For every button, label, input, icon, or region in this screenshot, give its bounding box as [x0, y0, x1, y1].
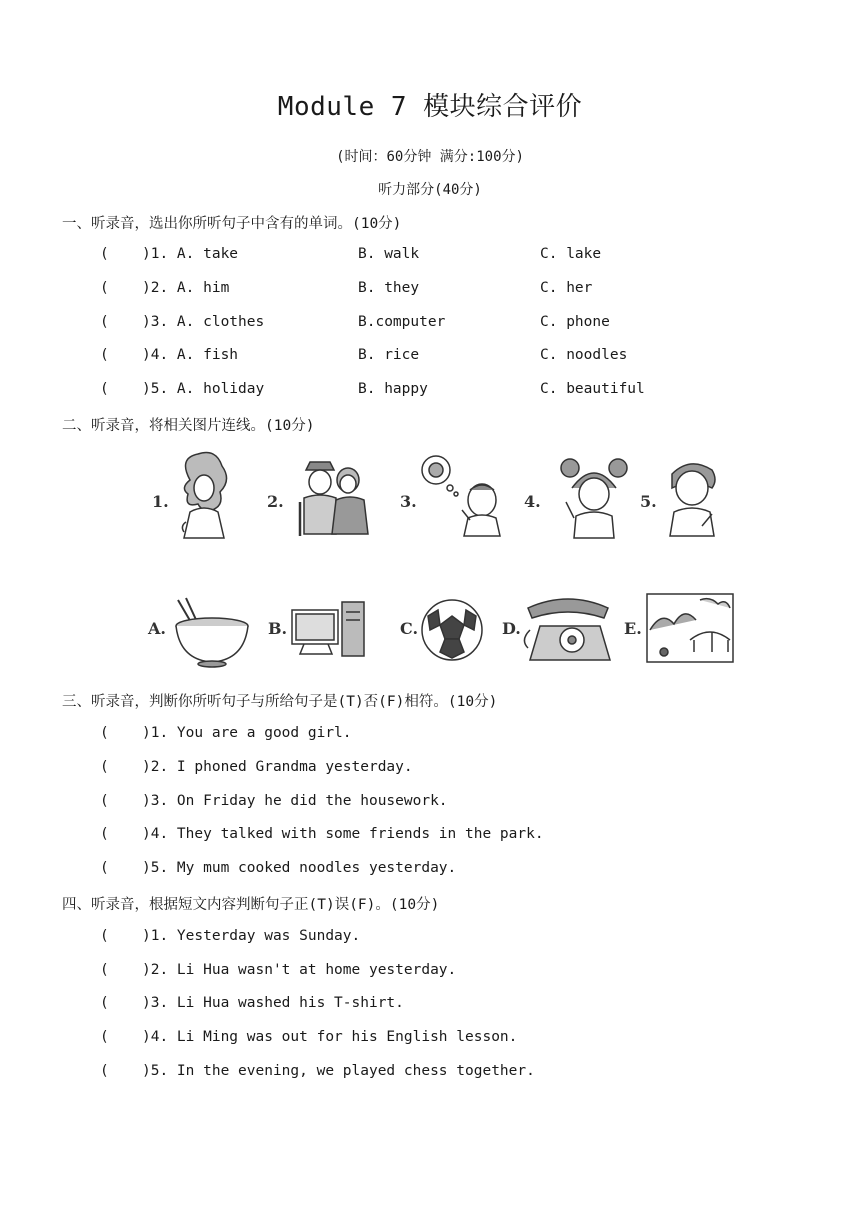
answer-paren: ( — [100, 860, 109, 876]
park-scene-icon — [647, 594, 733, 662]
part-label: 听力部分(40分) — [378, 182, 482, 198]
answer-paren: ( — [100, 928, 109, 944]
true-false-statement: )3. Li Hua washed his T-shirt. — [142, 995, 404, 1011]
picture-label-c: C. — [400, 619, 419, 638]
section3-heading: 三、听录音，判断你所听句子与所给句子是(T)否(F)相符。(10分) — [62, 694, 498, 710]
picture-label-4: 4. — [524, 492, 541, 511]
answer-paren: ( — [100, 347, 109, 363]
answer-paren: ( — [100, 1063, 109, 1079]
answer-paren: ( — [100, 995, 109, 1011]
picture-label-e: E. — [624, 619, 642, 638]
answer-paren: ( — [100, 314, 109, 330]
true-false-statement: )4. They talked with some friends in the park. — [142, 826, 544, 842]
true-false-statement: )2. I phoned Grandma yesterday. — [142, 759, 413, 775]
girl-icon — [561, 459, 627, 538]
true-false-statement: )1. You are a good girl. — [142, 725, 352, 741]
question-option-a: )4. A. fish — [142, 347, 239, 363]
question-option-a: )5. A. holiday — [142, 381, 265, 397]
answer-paren: ( — [100, 381, 109, 397]
question-option-a: )3. A. clothes — [142, 314, 265, 330]
woman-icon — [182, 453, 226, 539]
exam-info: (时间：60分钟 满分:100分) — [336, 149, 524, 165]
question-option-c: C. lake — [540, 246, 602, 262]
boy-waving-icon — [670, 464, 715, 536]
noodles-bowl-icon — [176, 598, 248, 667]
picture-label-3: 3. — [400, 492, 417, 511]
answer-paren: ( — [100, 725, 109, 741]
true-false-statement: )5. In the evening, we played chess together. — [142, 1063, 535, 1079]
question-option-b: B. they — [358, 280, 420, 296]
matching-pictures — [0, 440, 860, 680]
picture-label-a: A. — [148, 619, 166, 638]
question-option-c: C. noodles — [540, 347, 628, 363]
telephone-icon — [524, 599, 610, 660]
grandparents-icon — [300, 462, 368, 536]
picture-label-b: B. — [268, 619, 288, 638]
question-option-c: C. phone — [540, 314, 610, 330]
section1-heading: 一、听录音，选出你所听句子中含有的单词。(10分) — [62, 216, 402, 232]
question-option-c: C. beautiful — [540, 381, 645, 397]
answer-paren: ( — [100, 1029, 109, 1045]
true-false-statement: )2. Li Hua wasn't at home yesterday. — [142, 962, 457, 978]
picture-label-2: 2. — [267, 492, 284, 511]
answer-paren: ( — [100, 962, 109, 978]
computer-icon — [292, 602, 364, 656]
answer-paren: ( — [100, 759, 109, 775]
question-option-b: B. rice — [358, 347, 420, 363]
true-false-statement: )3. On Friday he did the housework. — [142, 793, 448, 809]
question-option-a: )2. A. him — [142, 280, 230, 296]
picture-label-d: D. — [502, 619, 521, 638]
question-option-c: C. her — [540, 280, 593, 296]
football-icon — [422, 600, 482, 660]
picture-label-5: 5. — [640, 492, 657, 511]
page-title: Module 7 模块综合评价 — [277, 92, 583, 122]
section2-heading: 二、听录音，将相关图片连线。(10分) — [62, 418, 315, 434]
answer-paren: ( — [100, 826, 109, 842]
question-option-a: )1. A. take — [142, 246, 239, 262]
answer-paren: ( — [100, 793, 109, 809]
true-false-statement: )1. Yesterday was Sunday. — [142, 928, 361, 944]
section4-heading: 四、听录音，根据短文内容判断句子正(T)误(F)。(10分) — [62, 897, 440, 913]
true-false-statement: )5. My mum cooked noodles yesterday. — [142, 860, 457, 876]
question-option-b: B. happy — [358, 381, 428, 397]
boy-thinking-icon — [422, 456, 500, 536]
true-false-statement: )4. Li Ming was out for his English lesson. — [142, 1029, 518, 1045]
question-option-b: B.computer — [358, 314, 446, 330]
question-option-b: B. walk — [358, 246, 420, 262]
answer-paren: ( — [100, 280, 109, 296]
answer-paren: ( — [100, 246, 109, 262]
picture-label-1: 1. — [152, 492, 169, 511]
